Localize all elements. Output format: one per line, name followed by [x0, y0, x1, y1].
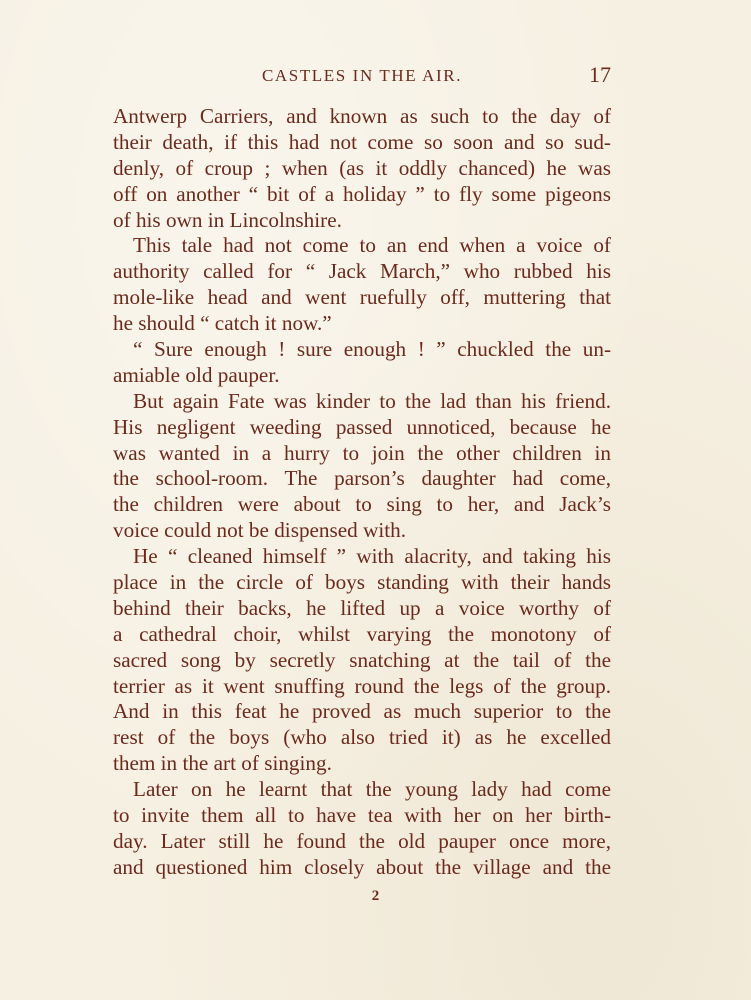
text-line: was wanted in a hurry to join the other children in: [113, 440, 611, 465]
text-line: sacred song by secretly snatching at the tail of the: [113, 647, 611, 672]
text-line: off on another “ bit of a holiday ” to fly some pigeons: [113, 181, 611, 206]
text-line: amiable old pauper.: [113, 362, 280, 387]
text-line: “ Sure enough ! sure enough ! ” chuckled the un-: [133, 337, 611, 362]
text-line: Antwerp Carriers, and known as such to the day of: [113, 104, 611, 128]
text-line: a cathedral choir, whilst varying the monotony of: [113, 621, 611, 646]
text-line: and questioned him closely about the village and the: [113, 854, 611, 879]
text-line: authority called for “ Jack March,” who rubbed his: [113, 259, 611, 284]
text-line: place in the circle of boys standing with their hands: [113, 570, 611, 595]
text-line: day. Later still he found the old pauper once more,: [113, 828, 611, 853]
text-line: rest of the boys (who also tried it) as he excelled: [113, 725, 611, 750]
body-text: [113, 104, 611, 881]
text-line: of his own in Lincolnshire.: [113, 207, 342, 232]
text-line: And in this feat he proved as much superior to the: [113, 699, 611, 724]
text-line: terrier as it went snuffing round the legs of the group.: [113, 673, 611, 698]
text-line: Later on he learnt that the young lady had come: [133, 777, 611, 802]
text-line: mole-like head and went ruefully off, muttering that: [113, 285, 611, 310]
text-line: he should “ catch it now.”: [113, 311, 332, 336]
running-head: [113, 64, 611, 88]
text-line: the school-room. The parson’s daughter had come,: [113, 466, 611, 491]
text-line: behind their backs, he lifted up a voice worthy of: [113, 595, 611, 620]
text-line: voice could not be dispensed with.: [113, 518, 407, 543]
text-line: He “ cleaned himself ” with alacrity, and taking his: [133, 544, 611, 569]
text-line: their death, if this had not come so soon and so sud-: [113, 129, 611, 154]
text-line: to invite them all to have tea with her on her birth-: [113, 803, 611, 828]
text-line: This tale had not come to an end when a voice of: [133, 233, 611, 258]
text-line: the children were about to sing to her, and Jack’s: [113, 492, 611, 517]
text-line: His negligent weeding passed unnoticed, because he: [113, 414, 611, 439]
text-line: But again Fate was kinder to the lad than his friend.: [133, 388, 611, 413]
text-line: them in the art of singing.: [113, 751, 332, 776]
text-line: denly, of croup ; when (as it oddly chanced) he was: [113, 155, 611, 180]
signature-mark: 2: [371, 888, 380, 904]
running-title: CASTLES IN THE AIR.: [261, 66, 463, 85]
page-number: 17: [589, 62, 611, 87]
